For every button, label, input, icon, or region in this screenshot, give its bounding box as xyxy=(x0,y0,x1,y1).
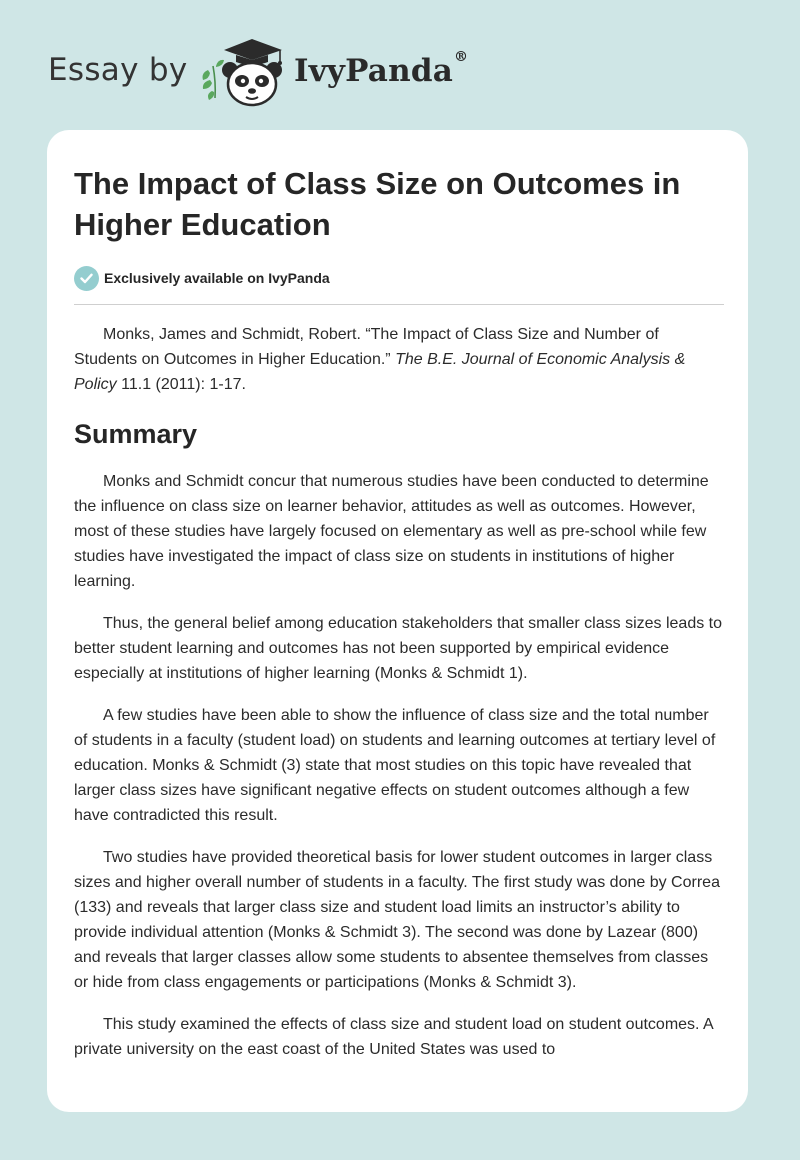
exclusive-badge xyxy=(74,265,724,291)
ivypanda-logo-icon[interactable] xyxy=(200,36,292,108)
essay-by-label: Essay by xyxy=(48,52,188,88)
checkmark-icon xyxy=(74,266,99,291)
citation xyxy=(74,322,724,397)
divider xyxy=(74,304,724,305)
citation-lead: Monks, James and Schmidt, Robert. “The Impact of Class Size and Number of Students on Outcomes in Higher Education.” xyxy=(74,326,659,368)
paragraph: Thus, the general belief among education stakeholders that smaller class sizes leads to better student learning and outcomes has not been supported by empirical evidence especially at institutions of higher learning (Monks & Schmidt 1). xyxy=(74,615,723,682)
section-heading: Summary xyxy=(74,419,198,449)
citation-journal: The B.E. Journal of Economic Analysis & Policy xyxy=(74,351,686,393)
essay-content xyxy=(74,163,724,1062)
site-header xyxy=(48,30,548,110)
exclusive-label: Exclusively available on IvyPanda xyxy=(104,270,330,286)
paragraph: This study examined the effects of class size and student load on student outcomes. A private university on the east coast of the United States was used to xyxy=(74,1016,713,1058)
essay-card xyxy=(47,130,748,1112)
paragraph: Monks and Schmidt concur that numerous studies have been conducted to determine the influence on class size on learner behavior, attitudes as well as outcomes. However, most of these studies have largely focused on elementary as well as pre-school while few studies have investigated the impact of class size on students in institutions of higher learning. xyxy=(74,473,709,590)
registered-mark: ® xyxy=(454,49,469,65)
brand-name[interactable]: IvyPanda® xyxy=(294,49,469,89)
citation-tail: 11.1 (2011): 1-17. xyxy=(116,376,246,393)
paragraph: A few studies have been able to show the influence of class size and the total number of students in a faculty (student load) on students and learning outcomes at tertiary level of education. Monks & Schmidt (3) state that most studies on this topic have revealed that larger class sizes have significant negative effects on student outcomes although a few have contradicted this result. xyxy=(74,707,716,824)
paragraph: Two studies have provided theoretical basis for lower student outcomes in larger class sizes and higher overall number of students in a faculty. The first study was done by Correa (133) and reveals that larger class size and student load limits an instructor’s ability to provide individual attention (Monks & Schmidt 3). The second was done by Lazear (800) and reveals that larger classes allow some students to absentee themselves from classes or hide from class engagements or participations (Monks & Schmidt 3). xyxy=(74,849,720,991)
page-title: The Impact of Class Size on Outcomes in Higher Education xyxy=(74,166,681,242)
